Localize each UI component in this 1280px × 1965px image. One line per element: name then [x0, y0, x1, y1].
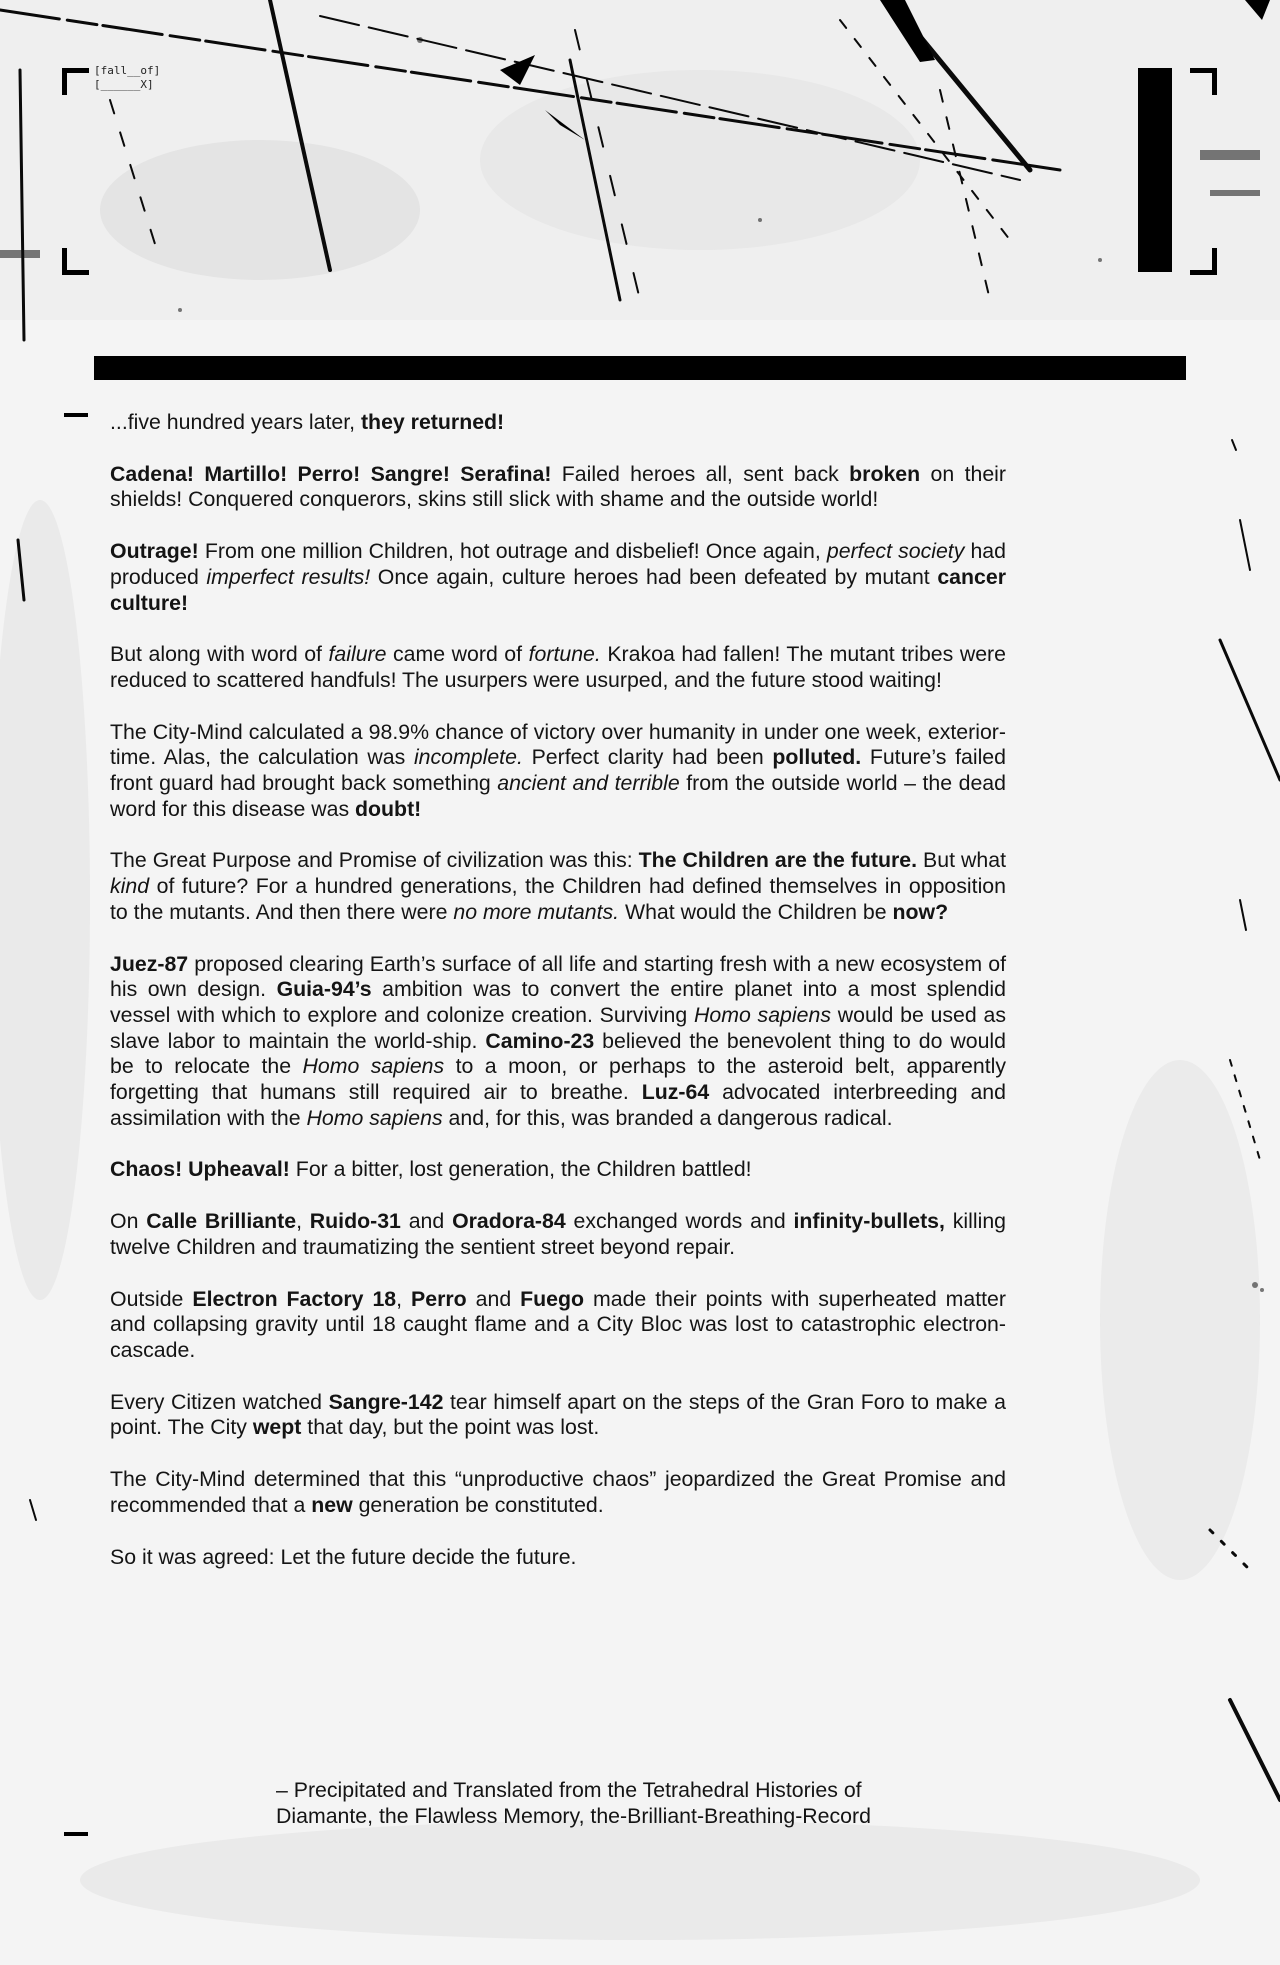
italic-text: perfect society: [826, 539, 965, 564]
body-paragraph: [110, 1545, 1006, 1571]
text-run: For a bitter, lost generation, the Children battled!: [289, 1157, 752, 1182]
bold-text: Guia-94’s: [276, 977, 372, 1002]
frame-corner-top-right: [1190, 68, 1217, 95]
bold-text: they returned!: [360, 410, 505, 434]
italic-text: kind: [110, 874, 150, 899]
text-run: Perfect clarity had been: [522, 745, 773, 770]
text-run: exchanged words and: [565, 1209, 794, 1234]
text-run: generation be constituted.: [352, 1492, 604, 1517]
bold-text: wept: [252, 1415, 302, 1440]
text-run: proposed clearing Earth’s surface of all life and starting fresh with a new ecosystem of his own design.: [110, 951, 1006, 1002]
text-run: to a moon, or perhaps to the asteroid belt, apparently forgetting that humans still required air to breathe.: [110, 1054, 1006, 1105]
text-run: Outside: [110, 1286, 193, 1311]
text-run: ,: [296, 1209, 310, 1234]
text-end-tick: [64, 1832, 88, 1836]
body-paragraph: [110, 642, 1006, 693]
bold-text: Fuego: [520, 1286, 585, 1311]
bold-text: Outrage!: [110, 539, 199, 564]
italic-text: Homo sapiens: [306, 1105, 443, 1130]
text-start-tick: [64, 413, 88, 417]
text-run: and, for this, was branded a dangerous radical.: [442, 1105, 893, 1130]
text-run: But what: [917, 848, 1007, 873]
bold-text: Oradora-84: [452, 1209, 566, 1234]
text-run: But along with word of: [110, 642, 329, 667]
frame-corner-bottom-right: [1190, 248, 1217, 275]
bold-text: polluted.: [772, 745, 862, 770]
bold-text: broken: [849, 461, 921, 486]
italic-text: fortune.: [528, 642, 601, 667]
text-run: ,: [396, 1286, 412, 1311]
fall-of-x-logo: [94, 64, 160, 92]
text-run: The City-Mind calculated a 98.9% chance of victory over humanity in under one week, exterior-time. Alas, the calculation was: [110, 719, 1006, 770]
text-run: ambition was to convert the entire planet into a most splendid vessel with which to explore and colonize creation. Surviving: [110, 977, 1006, 1027]
text-run: ...five hundred years later,: [110, 410, 361, 434]
frame-corner-bottom-left: [62, 248, 89, 275]
bold-text: Cadena! Martillo! Perro! Sangre! Serafina!: [110, 461, 552, 486]
black-header-rule: [94, 356, 1186, 380]
text-run: advocated interbreeding and assimilation with the: [110, 1080, 1006, 1130]
text-run: From one million Children, hot outrage and disbelief! Once again,: [198, 539, 827, 564]
logo-line-2: [______X]: [94, 78, 154, 91]
bold-text: The Children are the future.: [638, 848, 918, 873]
text-run: Every Citizen watched: [110, 1389, 329, 1414]
bold-text: Perro: [411, 1286, 467, 1311]
body-paragraph: [110, 1157, 1006, 1183]
text-run: Failed heroes all, sent back: [551, 461, 850, 486]
attribution-line-2: Diamante, the Flawless Memory, the-Brilliant-Breathing-Record: [276, 1803, 871, 1828]
text-run: and: [466, 1286, 521, 1311]
italic-text: incomplete.: [413, 745, 523, 770]
attribution-line-1: – Precipitated and Translated from the Tetrahedral Histories of: [276, 1778, 862, 1802]
text-run: made their points with superheated matter and collapsing gravity until 18 caught flame and a City Bloc was lost to catastrophic electron-cascade.: [110, 1286, 1006, 1362]
text-run: What would the Children be: [619, 899, 893, 924]
body-paragraph: [110, 1390, 1006, 1441]
bold-text: Camino-23: [485, 1028, 595, 1053]
bold-text: new: [311, 1492, 353, 1517]
bold-text: Sangre-142: [328, 1389, 444, 1414]
body-text: [110, 410, 1006, 1596]
bold-text: Electron Factory 18: [192, 1286, 397, 1311]
body-paragraph: [110, 1467, 1006, 1518]
italic-text: ancient and terrible: [497, 771, 680, 796]
bold-text: Calle Brilliante: [146, 1209, 297, 1234]
logo-line-1: [fall__of]: [94, 64, 161, 77]
text-run: tear himself apart on the steps of the Gran Foro to make a point. The City: [110, 1389, 1007, 1440]
frame-corner-top-left: [62, 68, 89, 95]
body-paragraph: [110, 720, 1006, 823]
bold-text: now?: [892, 899, 949, 924]
text-run: of future? For a hundred generations, the Children had defined themselves in opposition to the mutants. And then there were: [110, 874, 1006, 924]
text-run: came word of: [386, 642, 529, 667]
italic-text: imperfect results!: [206, 564, 371, 589]
text-run: believed the benevolent thing to do would be to relocate the: [110, 1028, 1006, 1079]
text-run: The Great Purpose and Promise of civilization was this:: [110, 848, 639, 873]
bold-text: Luz-64: [641, 1080, 710, 1105]
body-paragraph: [110, 848, 1006, 925]
text-run: would be used as slave labor to maintain the world-ship.: [110, 1002, 1006, 1053]
bold-text: infinity-bullets,: [793, 1209, 945, 1234]
text-run: Once again, culture heroes had been defeated by mutant: [370, 564, 938, 589]
text-run: had produced: [110, 539, 1006, 589]
bold-text: doubt!: [355, 796, 422, 821]
bold-text: Ruido-31: [309, 1209, 401, 1234]
text-run: killing twelve Children and traumatizing the sentient street beyond repair.: [110, 1209, 1007, 1259]
body-paragraph: [110, 462, 1006, 513]
bold-text: cancer culture!: [110, 564, 1006, 615]
italic-text: no more mutants.: [453, 899, 620, 924]
italic-text: Homo sapiens: [302, 1054, 445, 1079]
text-run: The City-Mind determined that this “unproductive chaos” jeopardized the Great Promise and recommended that a: [110, 1467, 1006, 1517]
attribution: [276, 1778, 1006, 1829]
text-run: Future’s failed front guard had brought back something: [110, 745, 1006, 796]
body-paragraph: [110, 539, 1006, 616]
bold-text: Juez-87: [110, 951, 189, 976]
text-run: that day, but the point was lost.: [301, 1415, 600, 1440]
text-run: On: [110, 1209, 147, 1234]
body-paragraph: [110, 1287, 1006, 1364]
text-run: and: [400, 1209, 453, 1234]
text-run: So it was agreed: Let the future decide the future.: [110, 1544, 577, 1569]
italic-text: failure: [328, 642, 387, 667]
body-paragraph: [110, 952, 1006, 1132]
text-run: from the outside world – the dead word for this disease was: [110, 771, 1007, 821]
black-side-bar: [1138, 68, 1172, 272]
text-run: Krakoa had fallen! The mutant tribes were reduced to scattered handfuls! The usurpers were usurped, and the future stood waiting!: [110, 642, 1006, 692]
body-paragraph: [110, 410, 1006, 436]
text-run: on their shields! Conquered conquerors, skins still slick with shame and the outside world!: [110, 461, 1007, 512]
italic-text: Homo sapiens: [694, 1002, 831, 1027]
bold-text: Chaos! Upheaval!: [110, 1157, 290, 1182]
body-paragraph: [110, 1209, 1006, 1260]
